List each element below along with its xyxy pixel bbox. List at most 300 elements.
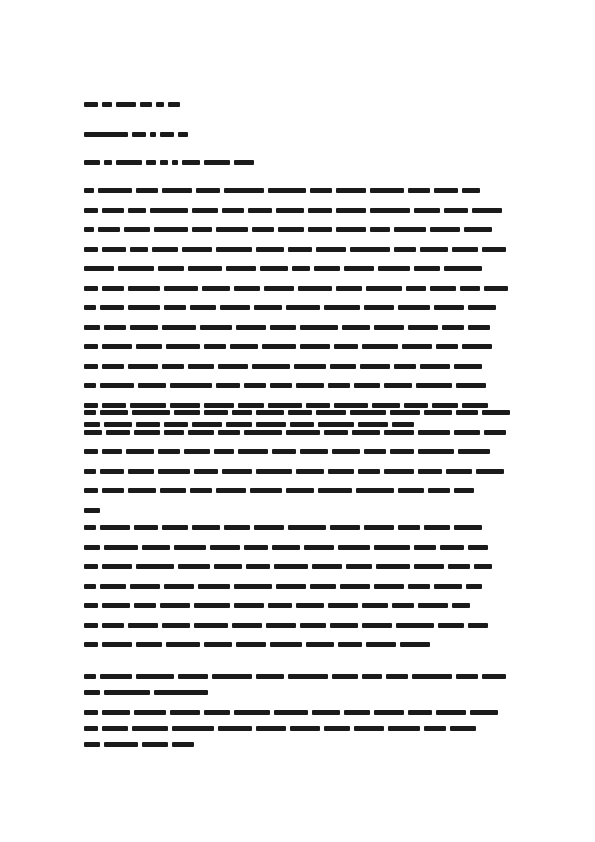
text-word: [442, 325, 464, 330]
text-word: [84, 383, 96, 388]
text-word: [142, 545, 170, 550]
paragraph-line: [84, 408, 514, 417]
text-word: [274, 710, 308, 715]
text-word: [244, 430, 282, 435]
text-word: [354, 726, 384, 731]
text-word: [216, 227, 248, 232]
text-word: [218, 364, 248, 369]
text-word: [256, 469, 292, 474]
text-word: [218, 430, 240, 435]
text-word: [420, 364, 450, 369]
text-word: [84, 102, 98, 107]
text-word: [194, 469, 218, 474]
text-word: [254, 525, 284, 530]
paragraph-line: [84, 640, 434, 649]
paragraph-line: [84, 506, 104, 515]
paragraph-line: [84, 543, 492, 552]
text-word: [84, 742, 100, 747]
text-word: [342, 325, 370, 330]
text-word: [324, 726, 350, 731]
text-word: [386, 674, 408, 679]
text-word: [482, 674, 506, 679]
paragraph-line: [84, 582, 486, 591]
text-word: [84, 227, 94, 232]
text-word: [370, 188, 404, 193]
text-word: [392, 603, 414, 608]
text-word: [164, 584, 194, 589]
text-word: [136, 642, 162, 647]
text-word: [430, 286, 456, 291]
text-word: [256, 726, 286, 731]
text-word: [98, 227, 120, 232]
text-word: [332, 449, 360, 454]
text-word: [214, 564, 242, 569]
text-word: [192, 422, 222, 427]
header-line: [84, 158, 258, 167]
text-word: [468, 305, 496, 310]
text-word: [278, 227, 304, 232]
text-word: [136, 344, 162, 349]
text-word: [436, 344, 458, 349]
text-word: [292, 266, 310, 271]
text-word: [100, 469, 124, 474]
text-word: [238, 449, 268, 454]
text-word: [222, 208, 244, 213]
text-word: [384, 430, 414, 435]
text-word: [244, 383, 266, 388]
text-word: [128, 488, 156, 493]
text-word: [140, 102, 152, 107]
text-word: [358, 469, 380, 474]
text-word: [84, 247, 98, 252]
text-word: [192, 227, 212, 232]
text-word: [84, 674, 96, 679]
text-word: [414, 208, 440, 213]
text-word: [84, 623, 98, 628]
text-word: [418, 430, 450, 435]
text-word: [330, 364, 356, 369]
paragraph-line: [84, 467, 508, 476]
text-word: [102, 247, 126, 252]
text-word: [376, 564, 410, 569]
text-word: [248, 208, 272, 213]
text-word: [84, 344, 98, 349]
text-word: [462, 344, 492, 349]
text-word: [300, 449, 328, 454]
text-word: [374, 545, 410, 550]
paragraph-line: [84, 264, 486, 273]
text-word: [450, 726, 476, 731]
text-word: [408, 710, 432, 715]
text-word: [236, 325, 266, 330]
text-word: [370, 227, 390, 232]
text-word: [136, 188, 158, 193]
text-word: [394, 247, 416, 252]
text-word: [84, 603, 98, 608]
text-word: [330, 623, 358, 628]
text-word: [138, 383, 166, 388]
text-word: [124, 227, 150, 232]
text-word: [244, 545, 268, 550]
paragraph-line: [84, 225, 496, 234]
text-word: [252, 364, 290, 369]
text-word: [164, 305, 186, 310]
text-word: [336, 227, 366, 232]
text-word: [174, 545, 206, 550]
text-word: [266, 623, 296, 628]
text-word: [182, 160, 200, 165]
text-word: [424, 726, 446, 731]
text-word: [296, 383, 324, 388]
text-word: [434, 584, 462, 589]
text-word: [226, 422, 252, 427]
text-word: [370, 208, 410, 213]
text-word: [204, 160, 230, 165]
text-word: [224, 188, 264, 193]
text-word: [384, 469, 414, 474]
text-word: [210, 545, 240, 550]
text-word: [352, 430, 380, 435]
text-word: [150, 208, 188, 213]
header-line: [84, 130, 192, 139]
text-word: [104, 160, 112, 165]
text-word: [336, 188, 366, 193]
text-word: [306, 642, 334, 647]
text-word: [408, 325, 438, 330]
text-word: [132, 132, 146, 137]
text-word: [374, 325, 404, 330]
text-word: [136, 674, 174, 679]
paragraph-line: [84, 688, 212, 697]
text-word: [128, 208, 146, 213]
text-word: [104, 742, 138, 747]
text-word: [406, 286, 426, 291]
text-word: [256, 422, 286, 427]
text-word: [102, 208, 124, 213]
text-word: [102, 642, 132, 647]
text-word: [246, 564, 270, 569]
text-word: [358, 422, 388, 427]
text-word: [328, 603, 358, 608]
text-word: [390, 449, 414, 454]
text-word: [430, 227, 460, 232]
text-word: [350, 410, 386, 415]
text-word: [200, 325, 232, 330]
text-word: [234, 710, 270, 715]
header-line: [84, 100, 184, 109]
text-word: [272, 449, 296, 454]
text-word: [312, 564, 342, 569]
text-word: [98, 188, 132, 193]
text-word: [424, 525, 450, 530]
text-word: [294, 364, 326, 369]
text-word: [116, 102, 136, 107]
text-word: [314, 266, 340, 271]
text-word: [340, 584, 370, 589]
text-word: [160, 488, 186, 493]
text-word: [346, 564, 372, 569]
text-word: [230, 344, 258, 349]
text-word: [350, 247, 390, 252]
text-word: [84, 710, 98, 715]
paragraph-line: [84, 601, 474, 610]
text-word: [84, 545, 100, 550]
text-word: [162, 623, 190, 628]
text-word: [362, 623, 392, 628]
text-word: [84, 508, 100, 513]
text-word: [256, 410, 284, 415]
text-word: [170, 710, 200, 715]
text-word: [428, 488, 450, 493]
text-word: [354, 383, 380, 388]
text-word: [466, 584, 482, 589]
text-word: [256, 674, 284, 679]
text-word: [416, 383, 452, 388]
text-word: [438, 623, 464, 628]
text-word: [458, 449, 490, 454]
text-word: [452, 603, 470, 608]
text-word: [414, 266, 440, 271]
text-word: [178, 674, 208, 679]
text-word: [100, 410, 128, 415]
text-word: [394, 364, 416, 369]
text-word: [420, 247, 448, 252]
text-word: [194, 623, 228, 628]
paragraph-line: [84, 206, 506, 215]
text-word: [134, 603, 156, 608]
text-word: [128, 623, 158, 628]
text-word: [220, 305, 250, 310]
text-word: [100, 525, 130, 530]
text-word: [84, 188, 94, 193]
text-word: [296, 469, 324, 474]
paragraph-line: [84, 447, 494, 456]
text-word: [216, 488, 246, 493]
text-word: [126, 449, 154, 454]
text-word: [256, 247, 284, 252]
text-word: [134, 525, 158, 530]
text-word: [172, 742, 194, 747]
text-word: [130, 247, 148, 252]
text-word: [290, 422, 314, 427]
text-word: [378, 266, 410, 271]
text-word: [454, 364, 482, 369]
text-word: [160, 160, 168, 165]
paragraph-line: [84, 672, 510, 681]
text-word: [462, 188, 480, 193]
text-word: [434, 305, 464, 310]
text-word: [84, 525, 96, 530]
text-word: [338, 642, 362, 647]
text-word: [482, 247, 506, 252]
text-word: [170, 383, 212, 388]
text-word: [454, 525, 482, 530]
paragraph-line: [84, 621, 492, 630]
text-word: [104, 325, 126, 330]
text-word: [456, 674, 478, 679]
text-word: [288, 410, 312, 415]
text-word: [366, 286, 402, 291]
paragraph-line: [84, 186, 484, 195]
text-word: [476, 469, 504, 474]
text-word: [360, 364, 390, 369]
text-word: [102, 623, 124, 628]
text-word: [468, 545, 488, 550]
text-word: [162, 364, 184, 369]
text-word: [254, 305, 282, 310]
text-word: [318, 422, 354, 427]
text-word: [288, 525, 326, 530]
text-word: [178, 132, 188, 137]
text-word: [182, 247, 212, 252]
text-word: [234, 160, 254, 165]
text-word: [102, 603, 130, 608]
text-word: [158, 449, 180, 454]
text-word: [164, 422, 188, 427]
text-word: [444, 208, 468, 213]
text-word: [366, 642, 396, 647]
text-word: [166, 642, 200, 647]
text-word: [424, 410, 452, 415]
text-word: [456, 410, 478, 415]
text-word: [134, 430, 160, 435]
text-word: [324, 430, 348, 435]
text-word: [102, 102, 112, 107]
paragraph-line: [84, 245, 510, 254]
text-word: [484, 430, 506, 435]
text-word: [328, 469, 354, 474]
paragraph-line: [84, 381, 490, 390]
text-word: [446, 469, 472, 474]
text-word: [106, 430, 130, 435]
text-word: [262, 344, 296, 349]
text-word: [84, 642, 98, 647]
paragraph-line: [84, 740, 198, 749]
text-word: [414, 545, 436, 550]
text-word: [328, 383, 350, 388]
text-word: [100, 305, 124, 310]
text-word: [408, 188, 430, 193]
paragraph-line: [84, 523, 486, 532]
text-word: [100, 584, 126, 589]
text-word: [454, 430, 480, 435]
text-word: [130, 584, 160, 589]
text-word: [174, 410, 200, 415]
text-word: [204, 710, 230, 715]
text-word: [356, 488, 394, 493]
text-word: [264, 286, 294, 291]
text-word: [102, 726, 128, 731]
text-word: [286, 305, 320, 310]
text-word: [268, 603, 292, 608]
paragraph-line: [84, 284, 512, 293]
text-word: [84, 584, 96, 589]
text-word: [192, 525, 220, 530]
text-word: [102, 364, 124, 369]
paragraph-line: [84, 486, 478, 495]
text-word: [226, 266, 256, 271]
text-word: [312, 710, 340, 715]
text-word: [418, 603, 448, 608]
text-word: [84, 564, 98, 569]
text-word: [270, 642, 302, 647]
text-word: [192, 208, 218, 213]
text-word: [434, 188, 458, 193]
text-word: [290, 726, 320, 731]
text-word: [468, 325, 490, 330]
text-word: [236, 642, 266, 647]
text-word: [274, 564, 308, 569]
text-word: [336, 286, 362, 291]
text-word: [286, 430, 320, 435]
text-word: [214, 449, 234, 454]
text-word: [102, 286, 124, 291]
text-word: [234, 603, 264, 608]
text-word: [374, 710, 404, 715]
text-word: [102, 564, 132, 569]
text-word: [84, 410, 96, 415]
text-word: [190, 305, 216, 310]
text-word: [336, 208, 366, 213]
text-word: [136, 422, 160, 427]
text-word: [100, 383, 134, 388]
text-word: [316, 410, 346, 415]
paragraph-line: [84, 562, 496, 571]
text-word: [362, 344, 398, 349]
text-word: [232, 623, 262, 628]
text-word: [104, 690, 150, 695]
text-word: [204, 344, 226, 349]
text-word: [334, 344, 358, 349]
text-word: [134, 710, 166, 715]
text-word: [204, 642, 232, 647]
text-word: [418, 449, 454, 454]
text-word: [286, 488, 314, 493]
text-word: [84, 430, 102, 435]
text-word: [154, 227, 188, 232]
text-word: [156, 102, 164, 107]
text-word: [84, 364, 98, 369]
text-word: [158, 266, 184, 271]
text-word: [270, 325, 296, 330]
text-word: [194, 603, 230, 608]
text-word: [444, 266, 482, 271]
text-word: [308, 208, 332, 213]
text-word: [300, 344, 330, 349]
text-word: [252, 227, 274, 232]
text-word: [132, 726, 168, 731]
text-word: [188, 430, 214, 435]
text-word: [448, 564, 470, 569]
text-word: [394, 227, 426, 232]
text-word: [330, 525, 360, 530]
text-word: [84, 488, 98, 493]
text-word: [188, 364, 214, 369]
text-word: [454, 488, 474, 493]
text-word: [400, 642, 430, 647]
text-word: [270, 383, 292, 388]
text-word: [298, 286, 332, 291]
text-word: [374, 584, 404, 589]
text-word: [396, 623, 434, 628]
text-word: [184, 449, 210, 454]
text-word: [166, 344, 200, 349]
text-word: [160, 132, 174, 137]
text-word: [172, 726, 214, 731]
text-word: [132, 410, 170, 415]
text-word: [392, 422, 414, 427]
text-word: [440, 545, 464, 550]
